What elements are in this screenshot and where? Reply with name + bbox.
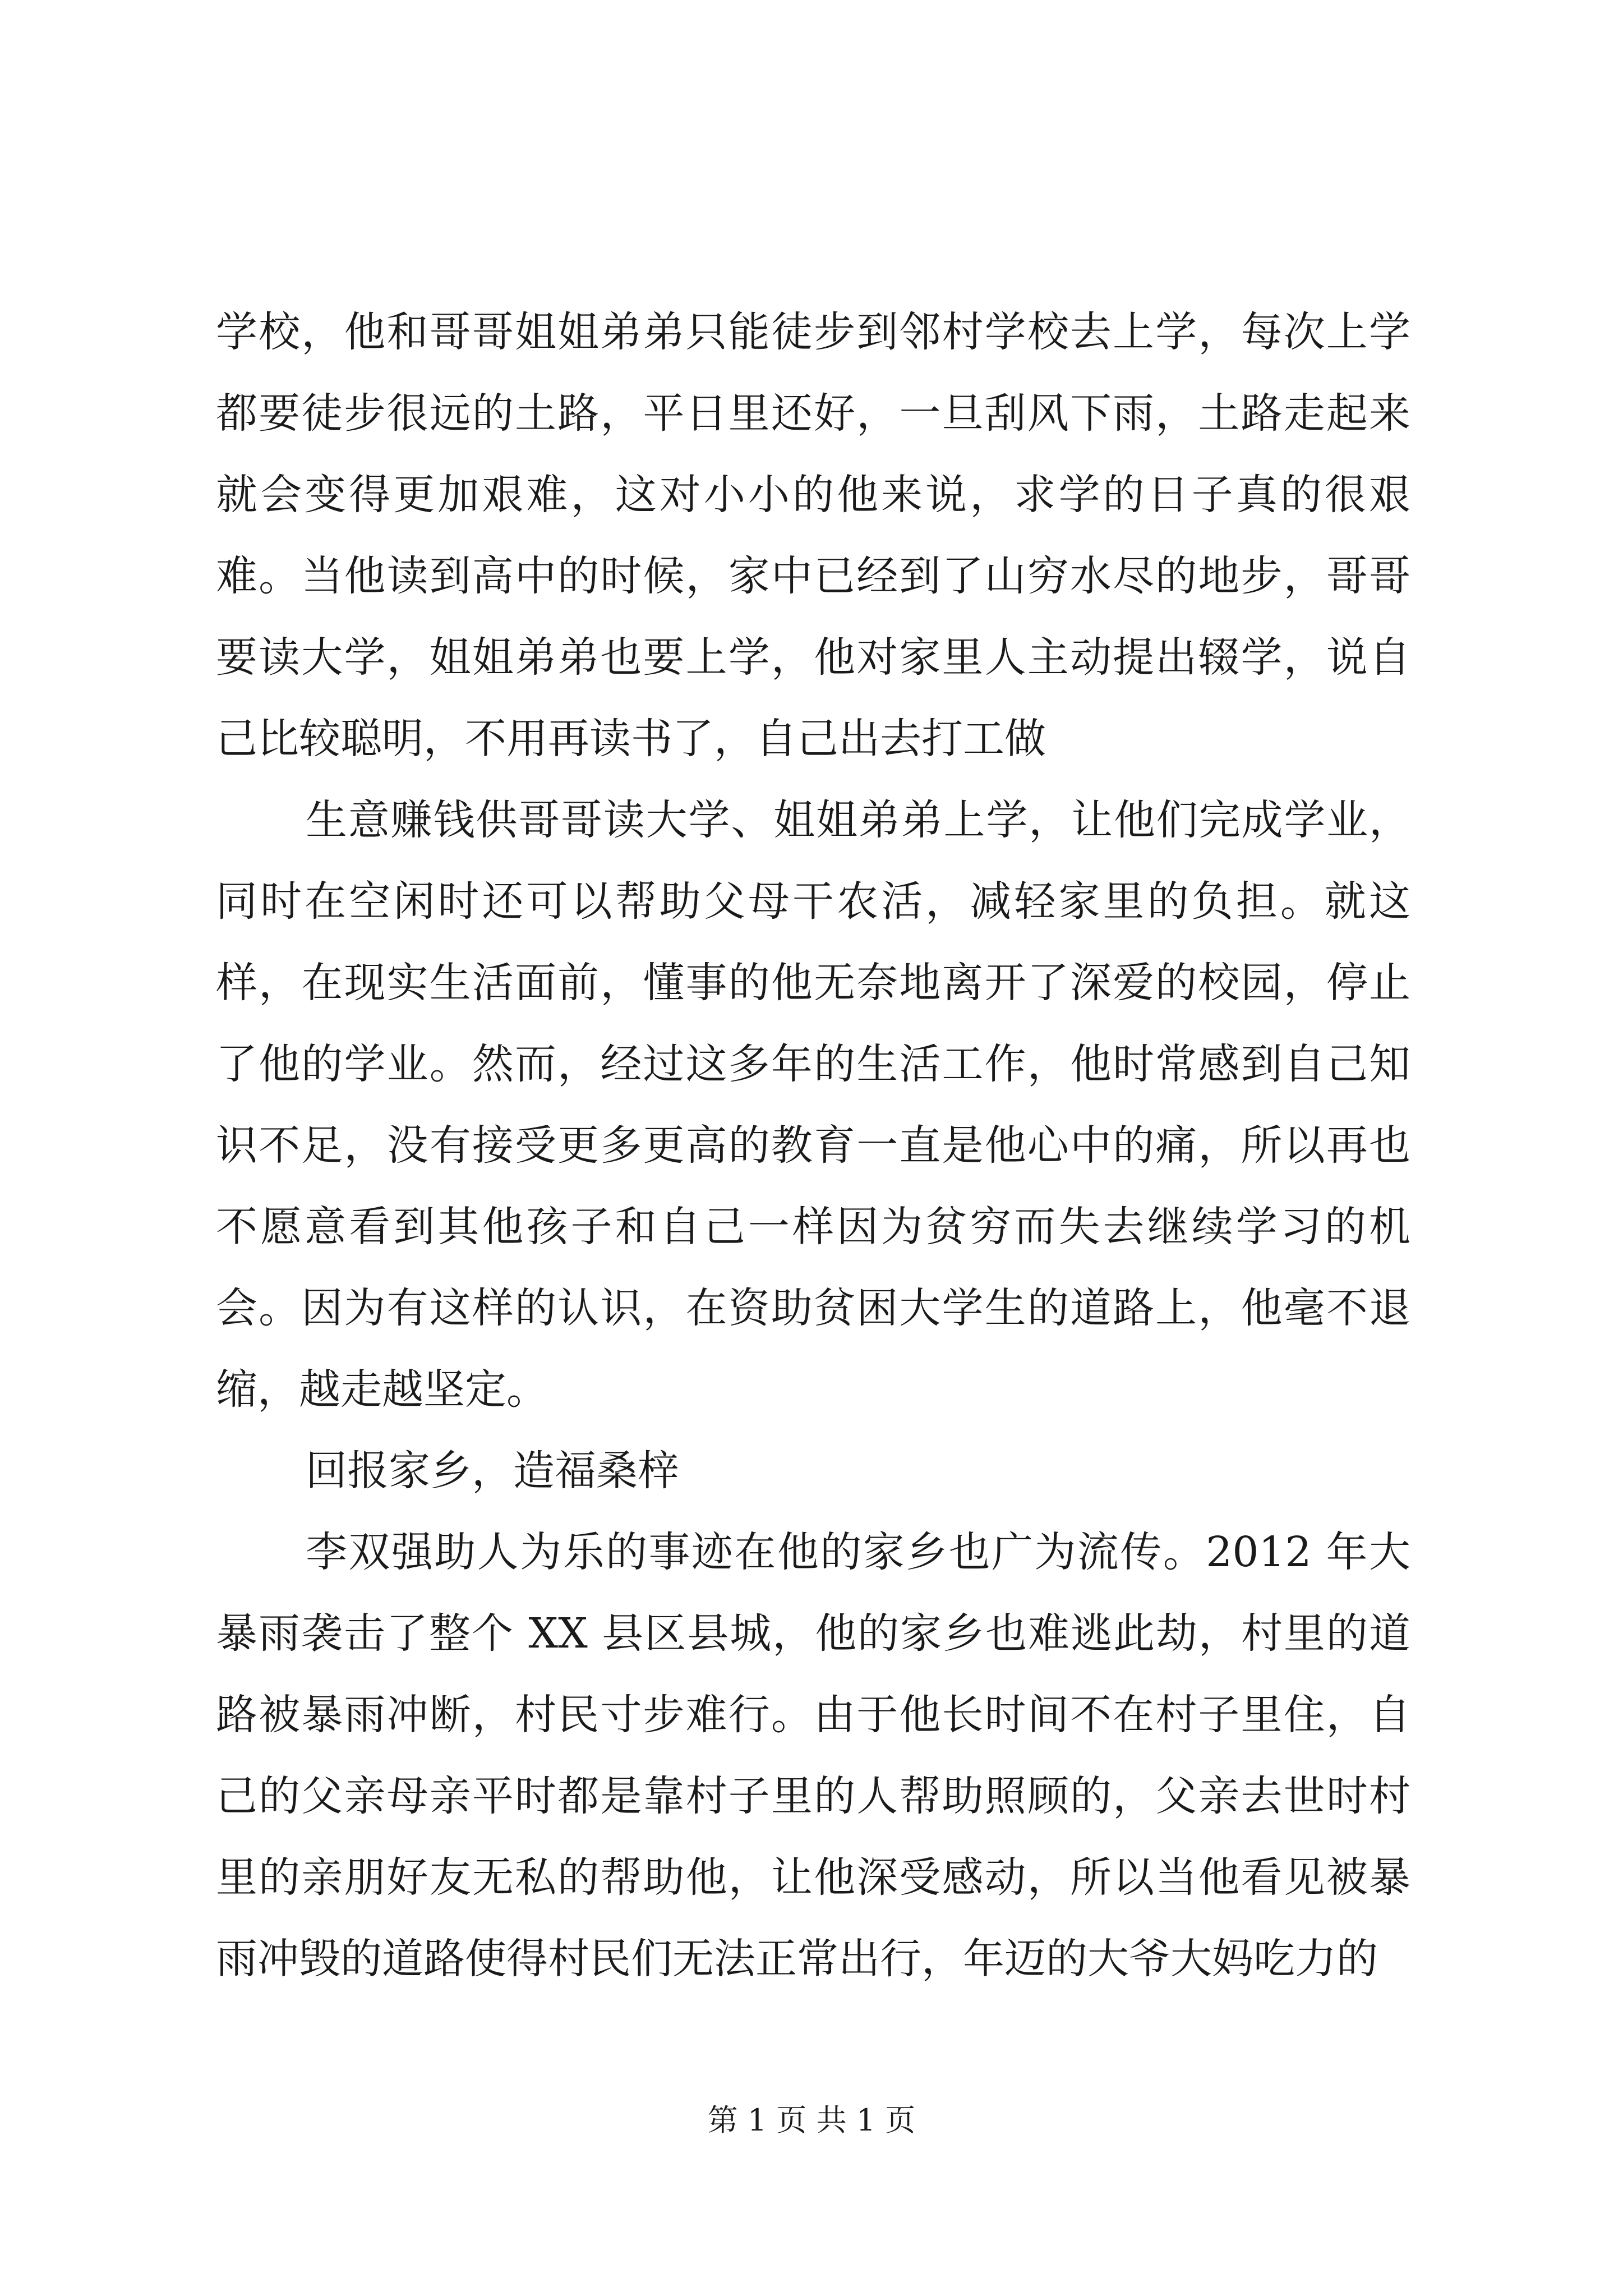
paragraph: 李双强助人为乐的事迹在他的家乡也广为流传。2012 年大暴雨袭击了整个 XX 县区县城，他的家乡也难逃此劫，村里的道路被暴雨冲断，村民寸步难行。由于他长时间不在村子里住，自己的父亲母亲平时都是靠村子里的人帮助照顾的，父亲去世时村里的亲朋好友无私的帮助他，让他深受感动，所以当他看见被暴雨冲毁的道路使得村民们无法正常出行，年迈的大爷大妈吃力的 bbox=[216, 1528, 1410, 1983]
document-body bbox=[216, 292, 1410, 2000]
section-heading: 回报家乡，造福桑梓 bbox=[306, 1447, 679, 1495]
page-footer: 第 1 页 共 1 页 bbox=[707, 2102, 916, 2138]
paragraph: 生意赚钱供哥哥读大学、姐姐弟弟上学，让他们完成学业，同时在空闲时还可以帮助父母干农活，减轻家里的负担。就这样，在现实生活面前，懂事的他无奈地离开了深爱的校园，停止了他的学业。然而，经过这多年的生活工作，他时常感到自己知识不足，没有接受更多更高的教育一直是他心中的痛，所以再也不愿意看到其他孩子和自己一样因为贫穷而失去继续学习的机会。因为有这样的认识，在资助贫困大学生的道路上，他毫不退缩，越走越坚定。 bbox=[216, 796, 1410, 1414]
paragraph-continuation: 学校，他和哥哥姐姐弟弟只能徒步到邻村学校去上学，每次上学都要徒步很远的土路，平日里还好，一旦刮风下雨，土路走起来就会变得更加艰难，这对小小的他来说，求学的日子真的很艰难。当他读到高中的时候，家中已经到了山穷水尽的地步，哥哥要读大学，姐姐弟弟也要上学，他对家里人主动提出辍学，说自己比较聪明，不用再读书了，自己出去打工做 bbox=[216, 308, 1410, 763]
